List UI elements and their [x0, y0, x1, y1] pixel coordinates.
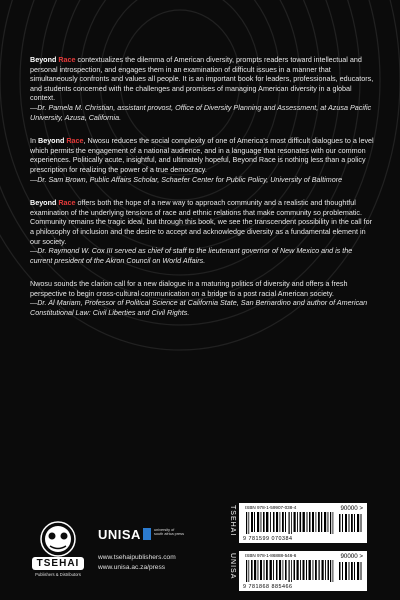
- blurb-attribution: —Dr. Sam Brown, Public Affairs Scholar, Schaefer Center for Public Policy, University of Baltimore: [30, 174, 343, 184]
- tsehai-subtitle: Publishers & Distributors: [35, 572, 81, 577]
- barcode-price: 90000 >: [340, 553, 363, 560]
- tsehai-logo: [28, 519, 88, 581]
- blurb-text: contextualizes the dilemma of American diversity, prompts readers toward intellectual and personal introspection, and engages them in an examination of difficult issues in a manner that simultaneously confronts and values all people. It is an important book for leaders, professionals, educators, and students concerned with the challenges and promises of managing American diversity in a global context.: [30, 55, 374, 103]
- barcode-digits: 9 781599 070384: [243, 536, 293, 542]
- blurb-3: [30, 198, 375, 265]
- blurb-4: [30, 279, 375, 317]
- barcode-bars-icon: [246, 512, 336, 534]
- unisa-block: [98, 527, 218, 577]
- url-unisa[interactable]: www.unisa.ac.za/press: [98, 564, 166, 571]
- blurb-attribution: —Dr. Raymond W. Cox III served as chief of staff to the lieutenant governor of New Mexico and is the current president of the Akron Council on World Affairs.: [30, 246, 353, 265]
- blurb-attribution: —Dr. Pamela M. Christian, assistant provost, Office of Diversity Planning and Assessment, at Azusa Pacific University, Azusa, California.: [30, 102, 372, 122]
- blurb-lead: In: [30, 136, 38, 146]
- barcode-side-label: TSEHAI: [229, 505, 236, 537]
- blurb-1: [30, 55, 375, 122]
- barcode-2: [239, 551, 367, 591]
- barcode-isbn: ISBN 978-1-59907-038-4: [245, 505, 297, 510]
- barcode-addon-bars-icon: [339, 562, 363, 580]
- barcode-side-label: UNISA: [229, 553, 236, 580]
- barcode-digits: 9 781868 885466: [243, 584, 293, 590]
- blurb-text: offers both the hope of a new way to approach community and a realistic and thoughtful examination of the underlying tensions of race and ethnic relations that make community so problematic. Community remains the tragic ideal, but through this book, we see the transcendent possibility in the call for a philosophy of inclusion and the desire to accept and acknowledge diversity as a fundamental element in our society.: [30, 198, 372, 246]
- url-tsehai[interactable]: www.tsehaipublishers.com: [98, 554, 176, 561]
- brand-race: Race: [58, 198, 76, 208]
- barcode-bars-icon: [246, 560, 336, 582]
- brand-race: Race: [66, 136, 84, 146]
- blurb-2: [30, 136, 375, 184]
- brand-beyond: Beyond: [30, 55, 57, 64]
- unisa-logo-word: UNISA: [98, 527, 141, 542]
- brand-beyond: Beyond: [38, 136, 65, 146]
- barcode-panel: [227, 495, 380, 595]
- tsehai-name: TSEHAI: [36, 558, 80, 569]
- barcode-price: 90000 >: [340, 505, 363, 512]
- unisa-emblem-icon: [142, 527, 152, 541]
- brand-race: Race: [58, 55, 76, 64]
- barcode-1: [239, 503, 367, 543]
- unisa-subtitle: university of south africa press: [154, 528, 184, 537]
- brand-beyond: Beyond: [30, 198, 57, 208]
- barcode-addon-bars-icon: [339, 514, 363, 532]
- blurb-text: , Nwosu reduces the social complexity of one of America's most difficult dialogues to a level which permits the engagement of a national audience, and in a language that resonates with our common experiences. Politically acute, insightful, and ultimately hopeful, Beyond Race is nothing less than a policy prescription for realizing the power of a true democracy.: [30, 136, 374, 174]
- blurb-column: [30, 55, 375, 332]
- blurb-attribution: —Dr. Al Mariam, Professor of Political Science at California State, San Bernardino and author of American Constitutional Law: Civil Liberties and Civil Rights.: [30, 298, 368, 318]
- blurb-text: Nwosu sounds the clarion call for a new dialogue in a maturing politics of diversity and offers a fresh perspective to begin cross-cultural communication on a bridge to a post racial American society.: [30, 279, 348, 298]
- barcode-isbn: ISBN 978-1-86888-546-6: [245, 553, 297, 558]
